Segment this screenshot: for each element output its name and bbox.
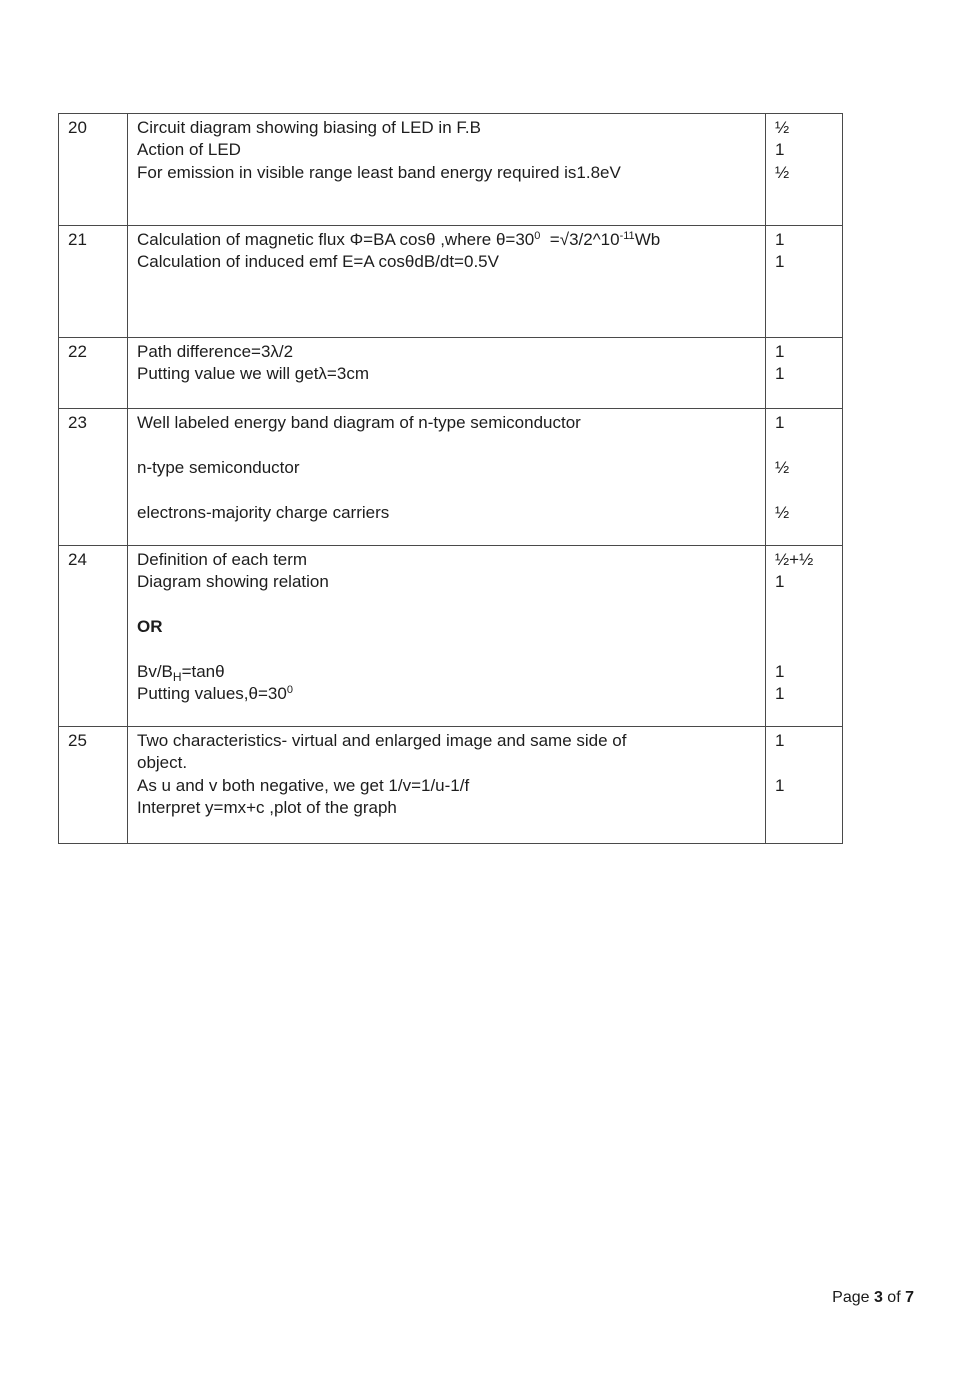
answer-text-segment: Circuit diagram showing biasing of LED in F.B bbox=[137, 118, 481, 137]
mark-line: ½ bbox=[775, 502, 790, 522]
mark-line: 1 bbox=[775, 252, 785, 272]
answer-text-segment: Well labeled energy band diagram of n-type semiconductor bbox=[137, 413, 581, 432]
answer-text-segment: =tanθ bbox=[181, 661, 225, 681]
question-number: 23 bbox=[68, 413, 87, 432]
answer-text-segment: =√3/2^10 bbox=[540, 230, 620, 249]
table-row bbox=[59, 546, 843, 727]
answer-line bbox=[137, 594, 759, 616]
mark-line: 1 bbox=[775, 731, 785, 750]
answer-text-segment: 0 bbox=[286, 684, 293, 697]
mark-line bbox=[775, 434, 836, 456]
answer-line bbox=[137, 639, 759, 661]
answer-line bbox=[137, 502, 759, 524]
answer-cell bbox=[128, 546, 766, 727]
marks-cell bbox=[766, 409, 843, 546]
answer-line bbox=[137, 549, 759, 571]
mark-line: ½ bbox=[775, 457, 790, 477]
question-number-cell bbox=[59, 338, 128, 409]
answer-line bbox=[137, 434, 759, 456]
question-number: 20 bbox=[68, 118, 87, 137]
answer-text-segment: Interpret y=mx+c ,plot of the graph bbox=[137, 798, 397, 818]
mark-line: ½ bbox=[775, 118, 790, 137]
answer-text-segment: n-type semiconductor bbox=[137, 457, 300, 477]
question-number: 24 bbox=[68, 550, 87, 569]
answer-text-segment: Calculation of induced emf E=A cosθdB/dt=0.5V bbox=[137, 252, 499, 272]
answer-text-segment: Wb bbox=[634, 230, 661, 249]
mark-line bbox=[775, 797, 836, 819]
answer-line bbox=[137, 661, 759, 683]
answer-text-segment: -11 bbox=[619, 230, 635, 242]
answer-text-segment: 0 bbox=[534, 230, 541, 242]
answer-text-segment: H bbox=[172, 669, 182, 684]
answer-line bbox=[137, 457, 759, 479]
answer-text-segment: Putting value we will getλ=3cm bbox=[137, 364, 369, 384]
marks-cell bbox=[766, 338, 843, 409]
answer-cell bbox=[128, 226, 766, 338]
question-number-cell bbox=[59, 727, 128, 844]
answer-text-segment: Path difference=3λ/2 bbox=[137, 342, 294, 361]
mark-line bbox=[775, 479, 836, 501]
answer-line bbox=[137, 412, 759, 434]
table-row bbox=[59, 114, 843, 226]
answer-text-segment: electrons-majority charge carriers bbox=[137, 502, 390, 522]
answer-text-segment: As u and v both negative, we get 1/v=1/u-1/f bbox=[137, 775, 470, 795]
question-number: 25 bbox=[68, 731, 87, 750]
table-row bbox=[59, 226, 843, 338]
mark-line: 1 bbox=[775, 684, 785, 704]
answer-text-segment: Bv/B bbox=[137, 661, 173, 681]
mark-line: 1 bbox=[775, 775, 785, 795]
footer-of-label: of bbox=[882, 1289, 906, 1306]
answer-line bbox=[137, 775, 759, 797]
footer-page-number: 3 bbox=[873, 1289, 883, 1306]
mark-line: 1 bbox=[775, 572, 785, 592]
marking-scheme-table bbox=[58, 113, 843, 844]
mark-line: ½ bbox=[775, 162, 790, 182]
mark-line: 1 bbox=[775, 364, 785, 384]
page-footer bbox=[832, 1288, 914, 1308]
answer-line bbox=[137, 363, 759, 385]
answer-line bbox=[137, 730, 759, 752]
mark-line: ½+½ bbox=[775, 550, 814, 569]
answer-line bbox=[137, 752, 759, 774]
marks-cell bbox=[766, 114, 843, 226]
answer-cell bbox=[128, 338, 766, 409]
question-number: 22 bbox=[68, 342, 87, 361]
answer-line bbox=[137, 616, 759, 638]
mark-line: 1 bbox=[775, 230, 785, 249]
answer-text-segment: Calculation of magnetic flux Φ=BA cosθ ,where θ=30 bbox=[137, 230, 535, 249]
mark-line bbox=[775, 594, 836, 616]
answer-text-segment: Two characteristics- virtual and enlarged image and same side of bbox=[137, 731, 627, 750]
mark-line: 1 bbox=[775, 140, 785, 160]
mark-line: 1 bbox=[775, 413, 785, 432]
table-body bbox=[59, 114, 843, 844]
mark-line bbox=[775, 639, 836, 661]
answer-line bbox=[137, 162, 759, 184]
mark-line: 1 bbox=[775, 342, 785, 361]
question-number-cell bbox=[59, 546, 128, 727]
mark-line: 1 bbox=[775, 661, 785, 681]
footer-page-label: Page bbox=[832, 1289, 874, 1306]
answer-text-segment: Definition of each term bbox=[137, 550, 308, 569]
answer-line bbox=[137, 683, 759, 705]
footer-total-pages: 7 bbox=[905, 1289, 914, 1306]
question-number: 21 bbox=[68, 230, 87, 249]
marks-cell bbox=[766, 727, 843, 844]
answer-text-segment: OR bbox=[137, 617, 163, 637]
answer-line bbox=[137, 251, 759, 273]
table-row bbox=[59, 727, 843, 844]
answer-cell bbox=[128, 409, 766, 546]
answer-text-segment: Putting values,θ=30 bbox=[137, 684, 287, 704]
answer-line bbox=[137, 479, 759, 501]
answer-line bbox=[137, 139, 759, 161]
answer-text-segment: object. bbox=[137, 753, 188, 773]
mark-line bbox=[775, 616, 836, 638]
answer-cell bbox=[128, 727, 766, 844]
answer-line bbox=[137, 229, 759, 251]
answer-line bbox=[137, 797, 759, 819]
answer-cell bbox=[128, 114, 766, 226]
mark-line bbox=[775, 752, 836, 774]
answer-line bbox=[137, 571, 759, 593]
answer-text-segment: For emission in visible range least band energy required is1.8eV bbox=[137, 162, 621, 182]
question-number-cell bbox=[59, 226, 128, 338]
marks-cell bbox=[766, 546, 843, 727]
table-row bbox=[59, 338, 843, 409]
table-row bbox=[59, 409, 843, 546]
answer-text-segment: Action of LED bbox=[137, 140, 241, 160]
answer-line bbox=[137, 341, 759, 363]
marks-cell bbox=[766, 226, 843, 338]
answer-line bbox=[137, 117, 759, 139]
question-number-cell bbox=[59, 114, 128, 226]
question-number-cell bbox=[59, 409, 128, 546]
answer-text-segment: Diagram showing relation bbox=[137, 572, 329, 592]
